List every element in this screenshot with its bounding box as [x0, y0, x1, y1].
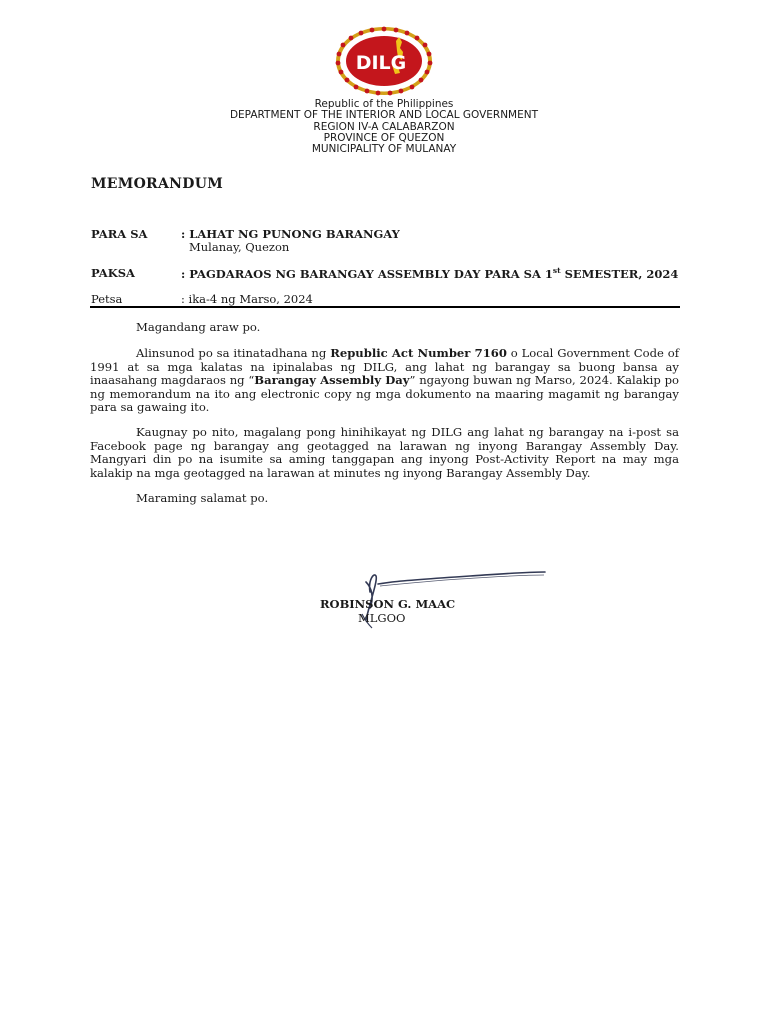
- signatory-name: ROBINSON G. MAAC: [320, 597, 456, 611]
- header-region: REGION IV-A CALABARZON: [313, 121, 455, 133]
- para-sa-location: Mulanay, Quezon: [189, 240, 290, 254]
- header-divider: [90, 306, 680, 308]
- greeting: Magandang araw po.: [136, 320, 261, 334]
- header-province: PROVINCE OF QUEZON: [323, 132, 445, 144]
- petsa-label: Petsa: [91, 292, 123, 306]
- paragraph-2: Kaugnay po nito, magalang pong hinihikayat ng DILG ang lahat ng barangay na i-post sa Facebook page ng barangay ang geotagged na larawan ng inyong Barangay Assembly Day. Mangyari din po na isumite sa aming tanggapan ang inyong Post-Activity Report na may mga kalakip na mga geotagged na larawan at minutes ng inyong Barangay Assembly Day.: [90, 425, 679, 480]
- petsa-value: : ika-4 ng Marso, 2024: [181, 292, 313, 306]
- memo-title: MEMORANDUM: [91, 176, 224, 192]
- paksa-label: PAKSA: [91, 266, 135, 280]
- header-municipality: MUNICIPALITY OF MULANAY: [311, 143, 457, 155]
- paksa-value: : PAGDARAOS NG BARANGAY ASSEMBLY DAY PARA SA 1st SEMESTER, 2024: [181, 266, 679, 281]
- svg-text:DILG: DILG: [355, 52, 407, 74]
- closing: Maraming salamat po.: [136, 491, 269, 505]
- signatory-position: MLGOO: [358, 611, 406, 625]
- para-sa-value: : LAHAT NG PUNONG BARANGAY: [181, 227, 400, 241]
- header-department: DEPARTMENT OF THE INTERIOR AND LOCAL GOVERNMENT: [229, 109, 539, 121]
- paragraph-1: Alinsunod po sa itinatadhana ng Republic Act Number 7160 o Local Government Code of 1991 at sa mga kalatas na ipinalabas ng DILG, ang lahat ng barangay sa buong bansa ay inaasahang magdaraos ng “Barangay Assembly Day” ngayong buwan ng Marso, 2024. Kalakip po ng memorandum na ito ang electronic copy ng mga dokumento na maaring magamit ng barangay para sa gawaing ito.: [90, 346, 680, 414]
- para-sa-label: PARA SA: [91, 227, 148, 241]
- dilg-seal-logo: [334, 25, 434, 97]
- header-republic: Republic of the Philippines: [314, 98, 454, 110]
